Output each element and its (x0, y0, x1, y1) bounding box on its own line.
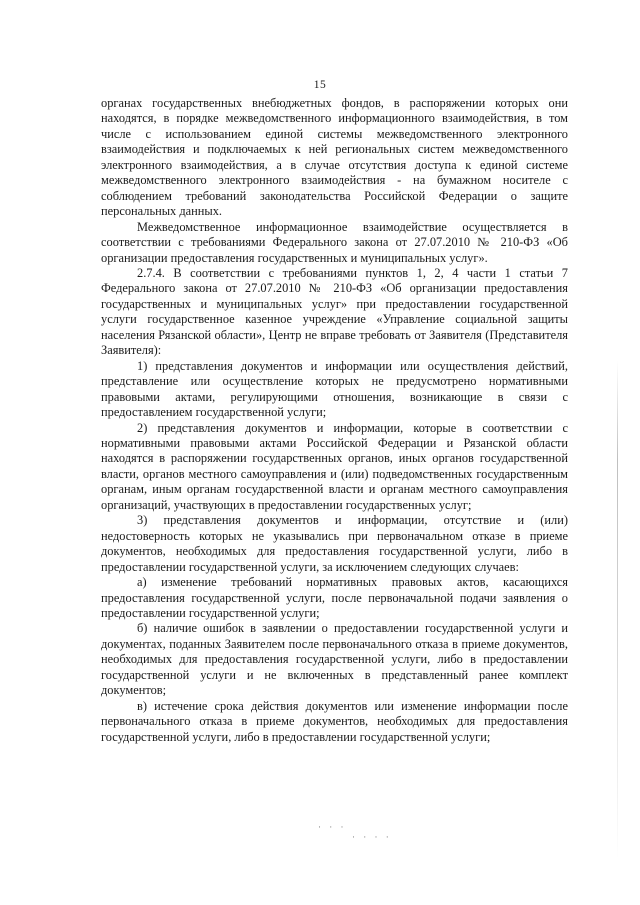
document-body (101, 96, 568, 745)
paragraph-interagency-interaction: Межведомственное информационное взаимодействие осуществляется в соответствии с требованиями Федерального закона от 27.07.2010 № 210-ФЗ «Об организации предоставления государственных и муниципальных услуг». (101, 219, 568, 265)
paragraph-2-7-4: 2.7.4. В соответствии с требованиями пунктов 1, 2, 4 части 1 статьи 7 Федерального закона от 27.07.2010 № 210-ФЗ «Об организации предоставления государственных и муниципальных услуг» при предоставлении государственной услуги государственное казенное учреждение «Управление социальной защиты населения Рязанской области», Центр не вправе требовать от Заявителя (Представителя Заявителя): (101, 265, 568, 358)
page-number: 15 (313, 79, 327, 91)
list-item-3: 3) представления документов и информации, отсутствие и (или) недостоверность которых не указывались при первоначальном отказе в приеме документов, необходимых для предоставления государственной услуги, либо в предоставлении государственной услуги, за исключением следующих случаев: (101, 513, 568, 574)
list-item-3a: а) изменение требований нормативных правовых актов, касающихся предоставления государственной услуги, после первоначальной подачи заявления о предоставлении государственной услуги; (101, 575, 568, 620)
list-item-1: 1) представления документов и информации или осуществления действий, представление или осуществление которых не предусмотрено нормативными правовыми актами, регулирующими отношения, возникающие в связи с предоставлением государственной услуги; (101, 358, 568, 420)
scan-edge-shadow (617, 360, 618, 860)
scan-noise: · · · · (352, 832, 392, 842)
list-item-2: 2) представления документов и информации, которые в соответствии с нормативными правовыми актами Российской Федерации и Рязанской области находятся в распоряжении государственных органов, иных органов государственной власти, органов местного самоуправления и (или) подведомственных государственным органам, иным органам государственной власти и органам местного самоуправления организаций, участвующих в предоставлении государственных услуг; (101, 420, 568, 512)
list-item-3v: в) истечение срока действия документов или изменение информации после первоначального отказа в приеме документов, необходимых для предоставления государственной услуги, либо в предоставлении государственной услуги; (101, 698, 568, 744)
scan-noise: · · · (318, 822, 347, 832)
paragraph-continuation: органах государственных внебюджетных фондов, в распоряжении которых они находятся, в порядке межведомственного информационного взаимодействия, в том числе с использованием единой системы межведомственного электронного взаимодействия и подключаемых к ней региональных систем межведомственного электронного взаимодействия, а в случае отсутствия доступа к единой системе межведомственного электронного взаимодействия - на бумажном носителе с соблюдением требований законодательства Российской Федерации о защите персональных данных. (101, 96, 568, 219)
list-item-3b: б) наличие ошибок в заявлении о предоставлении государственной услуги и документах, поданных Заявителем после первоначального отказа в приеме документов, необходимых для предоставления государственной услуги, либо в предоставлении государственной услуги и не включенных в представленный ранее комплект документов; (101, 621, 568, 698)
